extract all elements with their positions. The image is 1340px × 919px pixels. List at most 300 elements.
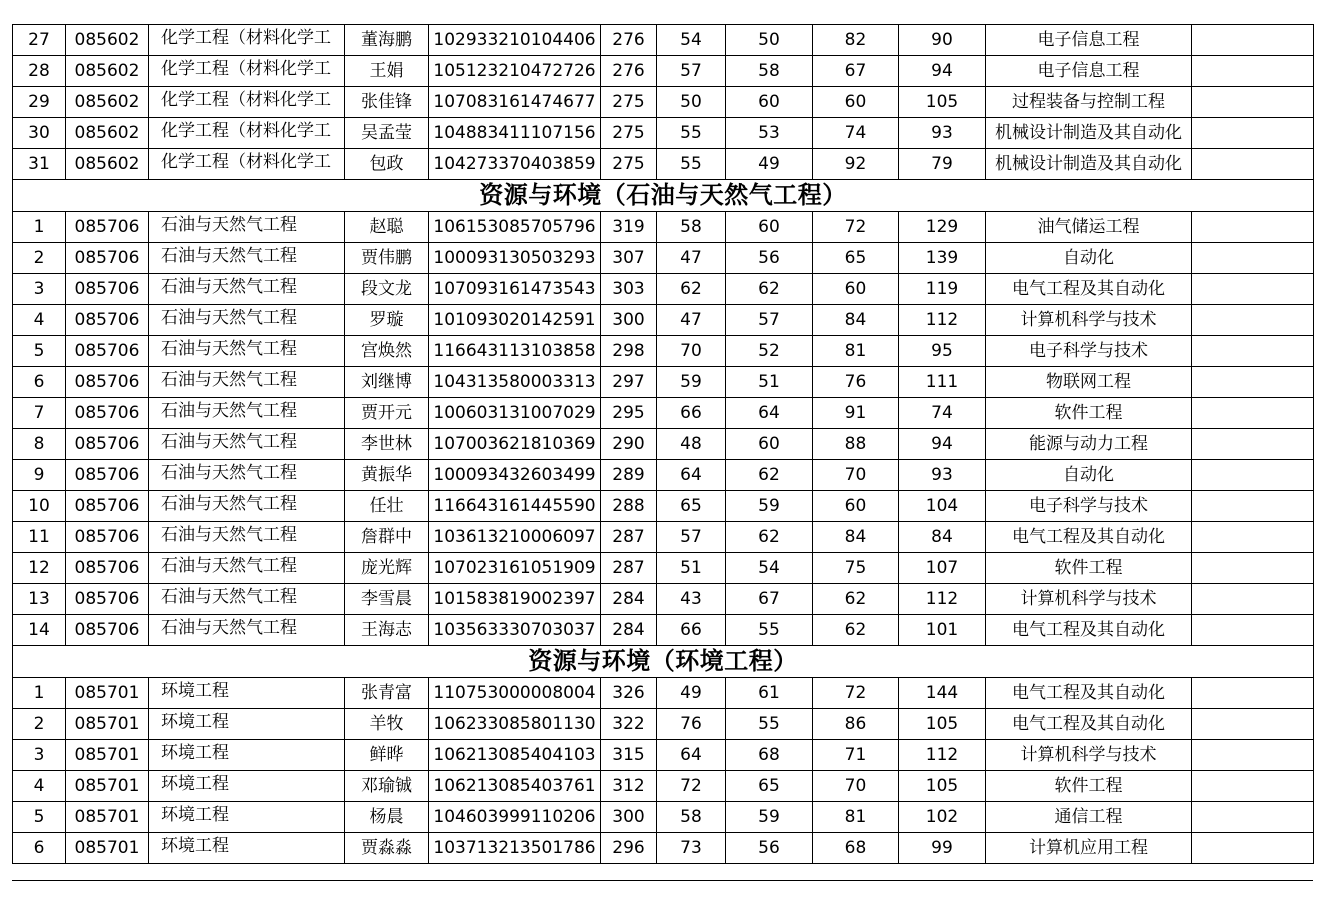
- score-specialty-cell: 99: [899, 833, 986, 864]
- major-name-cell: 石油与天然气工程: [149, 553, 345, 584]
- table-row: [13, 336, 1314, 367]
- row-number-cell: 29: [13, 87, 66, 118]
- program-code-cell: 085602: [66, 118, 149, 149]
- row-number-cell: 2: [13, 709, 66, 740]
- program-code-cell: 085706: [66, 212, 149, 243]
- row-number-cell: 9: [13, 460, 66, 491]
- score-english-cell: 57: [726, 305, 813, 336]
- undergrad-major-cell: 计算机科学与技术: [986, 305, 1192, 336]
- table-row: [13, 398, 1314, 429]
- row-number-cell: 14: [13, 615, 66, 646]
- total-score-cell: 319: [601, 212, 657, 243]
- total-score-cell: 326: [601, 678, 657, 709]
- score-politics-cell: 50: [657, 87, 726, 118]
- student-name-cell: 黄振华: [345, 460, 429, 491]
- major-name-cell: 环境工程: [149, 802, 345, 833]
- score-math-cell: 65: [813, 243, 899, 274]
- program-code-cell: 085706: [66, 429, 149, 460]
- score-english-cell: 49: [726, 149, 813, 180]
- score-english-cell: 53: [726, 118, 813, 149]
- section-header-row: [13, 180, 1314, 212]
- table-row: [13, 522, 1314, 553]
- student-name-cell: 张佳锋: [345, 87, 429, 118]
- remarks-cell: [1192, 243, 1314, 274]
- remarks-cell: [1192, 491, 1314, 522]
- score-math-cell: 67: [813, 56, 899, 87]
- undergrad-major-cell: 软件工程: [986, 398, 1192, 429]
- program-code-cell: 085706: [66, 615, 149, 646]
- remarks-cell: [1192, 553, 1314, 584]
- exam-id-cell: 100093432603499: [429, 460, 601, 491]
- student-name-cell: 羊牧: [345, 709, 429, 740]
- student-name-cell: 杨晨: [345, 802, 429, 833]
- table-row: [13, 87, 1314, 118]
- remarks-cell: [1192, 429, 1314, 460]
- major-name-cell: 石油与天然气工程: [149, 243, 345, 274]
- score-math-cell: 92: [813, 149, 899, 180]
- program-code-cell: 085706: [66, 584, 149, 615]
- major-name-cell: 环境工程: [149, 678, 345, 709]
- score-english-cell: 62: [726, 460, 813, 491]
- exam-id-cell: 104273370403859: [429, 149, 601, 180]
- exam-id-cell: 105123210472726: [429, 56, 601, 87]
- row-number-cell: 1: [13, 212, 66, 243]
- score-math-cell: 72: [813, 212, 899, 243]
- exam-id-cell: 100603131007029: [429, 398, 601, 429]
- score-math-cell: 82: [813, 25, 899, 56]
- score-politics-cell: 62: [657, 274, 726, 305]
- section-title: 资源与环境（环境工程）: [13, 646, 1314, 678]
- remarks-cell: [1192, 833, 1314, 864]
- exam-id-cell: 116643161445590: [429, 491, 601, 522]
- score-specialty-cell: 139: [899, 243, 986, 274]
- score-english-cell: 62: [726, 274, 813, 305]
- table-row: [13, 833, 1314, 864]
- program-code-cell: 085706: [66, 460, 149, 491]
- remarks-cell: [1192, 149, 1314, 180]
- exam-id-cell: 104313580003313: [429, 367, 601, 398]
- remarks-cell: [1192, 678, 1314, 709]
- remarks-cell: [1192, 771, 1314, 802]
- program-code-cell: 085701: [66, 771, 149, 802]
- table-row: [13, 460, 1314, 491]
- section-header-row: [13, 646, 1314, 678]
- student-name-cell: 李雪晨: [345, 584, 429, 615]
- major-name-cell: 石油与天然气工程: [149, 460, 345, 491]
- program-code-cell: 085602: [66, 149, 149, 180]
- major-name-cell: 石油与天然气工程: [149, 212, 345, 243]
- undergrad-major-cell: 过程装备与控制工程: [986, 87, 1192, 118]
- exam-id-cell: 101093020142591: [429, 305, 601, 336]
- student-name-cell: 赵聪: [345, 212, 429, 243]
- undergrad-major-cell: 油气储运工程: [986, 212, 1192, 243]
- score-english-cell: 52: [726, 336, 813, 367]
- score-math-cell: 88: [813, 429, 899, 460]
- program-code-cell: 085701: [66, 678, 149, 709]
- score-english-cell: 60: [726, 429, 813, 460]
- row-number-cell: 10: [13, 491, 66, 522]
- major-name-cell: 环境工程: [149, 771, 345, 802]
- row-number-cell: 4: [13, 771, 66, 802]
- score-specialty-cell: 79: [899, 149, 986, 180]
- remarks-cell: [1192, 305, 1314, 336]
- student-name-cell: 罗璇: [345, 305, 429, 336]
- exam-id-cell: 102933210104406: [429, 25, 601, 56]
- score-english-cell: 54: [726, 553, 813, 584]
- major-name-cell: 石油与天然气工程: [149, 367, 345, 398]
- major-name-cell: 石油与天然气工程: [149, 429, 345, 460]
- score-math-cell: 60: [813, 87, 899, 118]
- major-name-cell: 化学工程（材料化学工: [149, 87, 345, 118]
- table-row: [13, 678, 1314, 709]
- exam-id-cell: 110753000008004: [429, 678, 601, 709]
- student-name-cell: 邓瑜铖: [345, 771, 429, 802]
- score-politics-cell: 59: [657, 367, 726, 398]
- undergrad-major-cell: 机械设计制造及其自动化: [986, 118, 1192, 149]
- undergrad-major-cell: 电子科学与技术: [986, 336, 1192, 367]
- table-row: [13, 118, 1314, 149]
- score-specialty-cell: 129: [899, 212, 986, 243]
- exam-id-cell: 100093130503293: [429, 243, 601, 274]
- table-row: [13, 305, 1314, 336]
- row-number-cell: 13: [13, 584, 66, 615]
- score-math-cell: 70: [813, 771, 899, 802]
- total-score-cell: 275: [601, 87, 657, 118]
- score-math-cell: 84: [813, 522, 899, 553]
- row-number-cell: 5: [13, 336, 66, 367]
- score-math-cell: 68: [813, 833, 899, 864]
- undergrad-major-cell: 自动化: [986, 243, 1192, 274]
- program-code-cell: 085706: [66, 305, 149, 336]
- student-name-cell: 刘继博: [345, 367, 429, 398]
- score-politics-cell: 58: [657, 802, 726, 833]
- score-specialty-cell: 90: [899, 25, 986, 56]
- total-score-cell: 303: [601, 274, 657, 305]
- major-name-cell: 石油与天然气工程: [149, 615, 345, 646]
- row-number-cell: 2: [13, 243, 66, 274]
- undergrad-major-cell: 机械设计制造及其自动化: [986, 149, 1192, 180]
- major-name-cell: 环境工程: [149, 709, 345, 740]
- score-math-cell: 62: [813, 584, 899, 615]
- score-english-cell: 64: [726, 398, 813, 429]
- row-number-cell: 28: [13, 56, 66, 87]
- score-english-cell: 58: [726, 56, 813, 87]
- score-english-cell: 50: [726, 25, 813, 56]
- row-number-cell: 6: [13, 367, 66, 398]
- total-score-cell: 289: [601, 460, 657, 491]
- score-politics-cell: 49: [657, 678, 726, 709]
- total-score-cell: 290: [601, 429, 657, 460]
- row-number-cell: 27: [13, 25, 66, 56]
- score-math-cell: 81: [813, 336, 899, 367]
- score-politics-cell: 43: [657, 584, 726, 615]
- score-math-cell: 91: [813, 398, 899, 429]
- admission-table: [12, 24, 1314, 864]
- score-politics-cell: 73: [657, 833, 726, 864]
- row-number-cell: 12: [13, 553, 66, 584]
- exam-id-cell: 106233085801130: [429, 709, 601, 740]
- remarks-cell: [1192, 398, 1314, 429]
- score-politics-cell: 57: [657, 56, 726, 87]
- total-score-cell: 295: [601, 398, 657, 429]
- score-english-cell: 60: [726, 212, 813, 243]
- total-score-cell: 307: [601, 243, 657, 274]
- row-number-cell: 8: [13, 429, 66, 460]
- total-score-cell: 312: [601, 771, 657, 802]
- table-row: [13, 212, 1314, 243]
- undergrad-major-cell: 电气工程及其自动化: [986, 274, 1192, 305]
- program-code-cell: 085706: [66, 522, 149, 553]
- major-name-cell: 石油与天然气工程: [149, 305, 345, 336]
- score-specialty-cell: 93: [899, 460, 986, 491]
- remarks-cell: [1192, 802, 1314, 833]
- score-english-cell: 65: [726, 771, 813, 802]
- row-number-cell: 5: [13, 802, 66, 833]
- total-score-cell: 275: [601, 149, 657, 180]
- student-name-cell: 董海鹏: [345, 25, 429, 56]
- score-specialty-cell: 93: [899, 118, 986, 149]
- score-specialty-cell: 84: [899, 522, 986, 553]
- total-score-cell: 315: [601, 740, 657, 771]
- score-politics-cell: 55: [657, 149, 726, 180]
- bottom-rule: [12, 880, 1313, 881]
- score-politics-cell: 64: [657, 740, 726, 771]
- score-english-cell: 59: [726, 802, 813, 833]
- remarks-cell: [1192, 25, 1314, 56]
- score-specialty-cell: 111: [899, 367, 986, 398]
- total-score-cell: 296: [601, 833, 657, 864]
- student-name-cell: 庞光辉: [345, 553, 429, 584]
- table-row: [13, 584, 1314, 615]
- score-politics-cell: 76: [657, 709, 726, 740]
- score-math-cell: 81: [813, 802, 899, 833]
- total-score-cell: 284: [601, 615, 657, 646]
- score-specialty-cell: 107: [899, 553, 986, 584]
- student-name-cell: 贾淼淼: [345, 833, 429, 864]
- score-specialty-cell: 105: [899, 771, 986, 802]
- table-row: [13, 491, 1314, 522]
- score-english-cell: 61: [726, 678, 813, 709]
- program-code-cell: 085706: [66, 398, 149, 429]
- major-name-cell: 化学工程（材料化学工: [149, 118, 345, 149]
- student-name-cell: 李世林: [345, 429, 429, 460]
- exam-id-cell: 107093161473543: [429, 274, 601, 305]
- exam-id-cell: 106153085705796: [429, 212, 601, 243]
- row-number-cell: 6: [13, 833, 66, 864]
- program-code-cell: 085602: [66, 25, 149, 56]
- exam-id-cell: 107003621810369: [429, 429, 601, 460]
- table-row: [13, 149, 1314, 180]
- exam-id-cell: 104603999110206: [429, 802, 601, 833]
- major-name-cell: 石油与天然气工程: [149, 522, 345, 553]
- total-score-cell: 297: [601, 367, 657, 398]
- program-code-cell: 085706: [66, 553, 149, 584]
- remarks-cell: [1192, 615, 1314, 646]
- row-number-cell: 31: [13, 149, 66, 180]
- score-politics-cell: 48: [657, 429, 726, 460]
- score-politics-cell: 64: [657, 460, 726, 491]
- table-row: [13, 25, 1314, 56]
- undergrad-major-cell: 计算机科学与技术: [986, 740, 1192, 771]
- undergrad-major-cell: 电子科学与技术: [986, 491, 1192, 522]
- score-specialty-cell: 101: [899, 615, 986, 646]
- score-english-cell: 59: [726, 491, 813, 522]
- table-row: [13, 709, 1314, 740]
- major-name-cell: 化学工程（材料化学工: [149, 25, 345, 56]
- score-politics-cell: 66: [657, 615, 726, 646]
- row-number-cell: 30: [13, 118, 66, 149]
- score-math-cell: 76: [813, 367, 899, 398]
- student-name-cell: 贾开元: [345, 398, 429, 429]
- student-name-cell: 张青富: [345, 678, 429, 709]
- score-math-cell: 70: [813, 460, 899, 491]
- undergrad-major-cell: 自动化: [986, 460, 1192, 491]
- student-name-cell: 任壮: [345, 491, 429, 522]
- remarks-cell: [1192, 584, 1314, 615]
- score-politics-cell: 47: [657, 305, 726, 336]
- undergrad-major-cell: 电气工程及其自动化: [986, 709, 1192, 740]
- score-politics-cell: 55: [657, 118, 726, 149]
- major-name-cell: 石油与天然气工程: [149, 336, 345, 367]
- score-english-cell: 67: [726, 584, 813, 615]
- student-name-cell: 宫焕然: [345, 336, 429, 367]
- remarks-cell: [1192, 740, 1314, 771]
- remarks-cell: [1192, 87, 1314, 118]
- score-specialty-cell: 119: [899, 274, 986, 305]
- remarks-cell: [1192, 709, 1314, 740]
- score-english-cell: 55: [726, 615, 813, 646]
- exam-id-cell: 103713213501786: [429, 833, 601, 864]
- score-english-cell: 62: [726, 522, 813, 553]
- undergrad-major-cell: 计算机应用工程: [986, 833, 1192, 864]
- remarks-cell: [1192, 460, 1314, 491]
- total-score-cell: 284: [601, 584, 657, 615]
- student-name-cell: 段文龙: [345, 274, 429, 305]
- table-row: [13, 740, 1314, 771]
- exam-id-cell: 107083161474677: [429, 87, 601, 118]
- score-specialty-cell: 144: [899, 678, 986, 709]
- score-english-cell: 56: [726, 833, 813, 864]
- remarks-cell: [1192, 274, 1314, 305]
- score-math-cell: 72: [813, 678, 899, 709]
- exam-id-cell: 103613210006097: [429, 522, 601, 553]
- total-score-cell: 287: [601, 522, 657, 553]
- score-english-cell: 68: [726, 740, 813, 771]
- row-number-cell: 3: [13, 740, 66, 771]
- score-math-cell: 86: [813, 709, 899, 740]
- exam-id-cell: 106213085404103: [429, 740, 601, 771]
- exam-id-cell: 116643113103858: [429, 336, 601, 367]
- score-politics-cell: 57: [657, 522, 726, 553]
- undergrad-major-cell: 电子信息工程: [986, 56, 1192, 87]
- score-politics-cell: 66: [657, 398, 726, 429]
- score-math-cell: 60: [813, 491, 899, 522]
- score-math-cell: 84: [813, 305, 899, 336]
- table-row: [13, 771, 1314, 802]
- undergrad-major-cell: 电气工程及其自动化: [986, 678, 1192, 709]
- total-score-cell: 300: [601, 305, 657, 336]
- score-math-cell: 62: [813, 615, 899, 646]
- student-name-cell: 贾伟鹏: [345, 243, 429, 274]
- major-name-cell: 化学工程（材料化学工: [149, 56, 345, 87]
- table-row: [13, 243, 1314, 274]
- exam-id-cell: 103563330703037: [429, 615, 601, 646]
- total-score-cell: 298: [601, 336, 657, 367]
- total-score-cell: 300: [601, 802, 657, 833]
- row-number-cell: 1: [13, 678, 66, 709]
- major-name-cell: 化学工程（材料化学工: [149, 149, 345, 180]
- program-code-cell: 085701: [66, 740, 149, 771]
- exam-id-cell: 101583819002397: [429, 584, 601, 615]
- score-specialty-cell: 74: [899, 398, 986, 429]
- table-row: [13, 367, 1314, 398]
- table-row: [13, 56, 1314, 87]
- score-math-cell: 74: [813, 118, 899, 149]
- student-name-cell: 包政: [345, 149, 429, 180]
- undergrad-major-cell: 电子信息工程: [986, 25, 1192, 56]
- score-english-cell: 60: [726, 87, 813, 118]
- student-name-cell: 吴孟莹: [345, 118, 429, 149]
- program-code-cell: 085706: [66, 367, 149, 398]
- score-specialty-cell: 95: [899, 336, 986, 367]
- undergrad-major-cell: 电气工程及其自动化: [986, 522, 1192, 553]
- remarks-cell: [1192, 522, 1314, 553]
- score-specialty-cell: 94: [899, 56, 986, 87]
- score-specialty-cell: 105: [899, 709, 986, 740]
- remarks-cell: [1192, 118, 1314, 149]
- undergrad-major-cell: 软件工程: [986, 771, 1192, 802]
- table-row: [13, 274, 1314, 305]
- student-name-cell: 鲜晔: [345, 740, 429, 771]
- table-row: [13, 553, 1314, 584]
- major-name-cell: 石油与天然气工程: [149, 584, 345, 615]
- score-politics-cell: 58: [657, 212, 726, 243]
- score-politics-cell: 54: [657, 25, 726, 56]
- total-score-cell: 276: [601, 25, 657, 56]
- program-code-cell: 085701: [66, 833, 149, 864]
- score-specialty-cell: 112: [899, 740, 986, 771]
- program-code-cell: 085701: [66, 802, 149, 833]
- score-specialty-cell: 104: [899, 491, 986, 522]
- score-english-cell: 55: [726, 709, 813, 740]
- undergrad-major-cell: 通信工程: [986, 802, 1192, 833]
- major-name-cell: 环境工程: [149, 740, 345, 771]
- score-math-cell: 75: [813, 553, 899, 584]
- undergrad-major-cell: 计算机科学与技术: [986, 584, 1192, 615]
- score-politics-cell: 70: [657, 336, 726, 367]
- student-name-cell: 詹群中: [345, 522, 429, 553]
- major-name-cell: 环境工程: [149, 833, 345, 864]
- major-name-cell: 石油与天然气工程: [149, 274, 345, 305]
- remarks-cell: [1192, 336, 1314, 367]
- score-english-cell: 51: [726, 367, 813, 398]
- score-specialty-cell: 102: [899, 802, 986, 833]
- row-number-cell: 4: [13, 305, 66, 336]
- score-specialty-cell: 105: [899, 87, 986, 118]
- score-specialty-cell: 112: [899, 584, 986, 615]
- table-row: [13, 802, 1314, 833]
- student-name-cell: 王海志: [345, 615, 429, 646]
- row-number-cell: 7: [13, 398, 66, 429]
- total-score-cell: 287: [601, 553, 657, 584]
- exam-id-cell: 106213085403761: [429, 771, 601, 802]
- remarks-cell: [1192, 56, 1314, 87]
- section-title: 资源与环境（石油与天然气工程）: [13, 180, 1314, 212]
- score-politics-cell: 65: [657, 491, 726, 522]
- total-score-cell: 322: [601, 709, 657, 740]
- row-number-cell: 11: [13, 522, 66, 553]
- program-code-cell: 085602: [66, 56, 149, 87]
